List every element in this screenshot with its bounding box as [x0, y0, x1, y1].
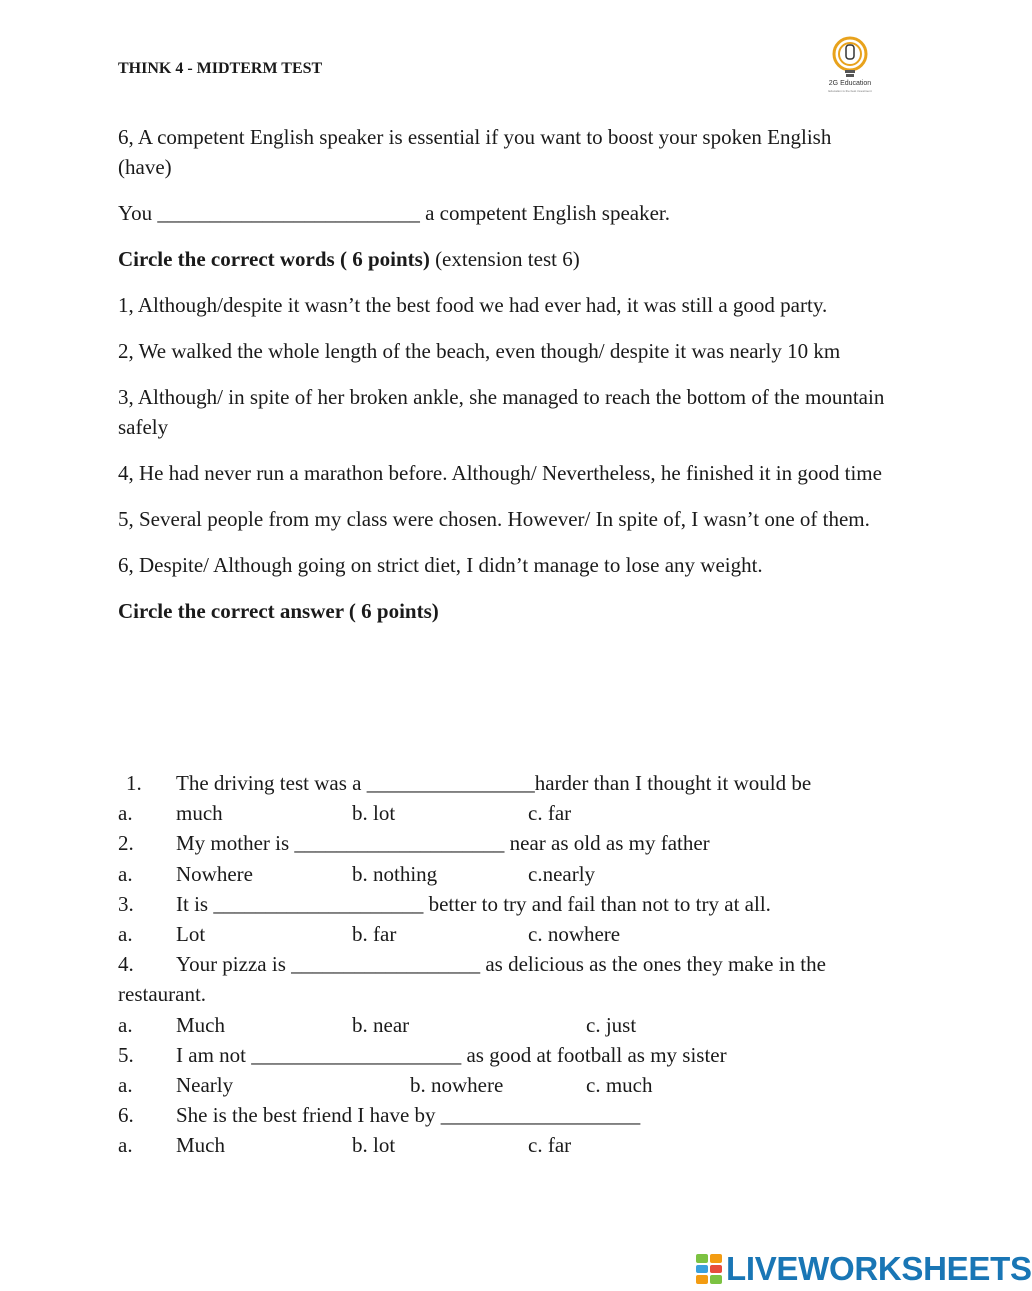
section-note: (extension test 6)	[429, 247, 580, 271]
option-letter: a.	[118, 921, 133, 946]
question-text: My mother is ____________________ near as old as my father	[176, 831, 710, 856]
question-row	[118, 889, 888, 919]
option-c[interactable]: c. far	[528, 801, 572, 826]
transform-answer-line: You _________________________ a competent English speaker.	[118, 201, 670, 225]
circle-word-item: 2, We walked the whole length of the beach, even though/ despite it was nearly 10 km	[118, 339, 841, 363]
option-a[interactable]: Nearly	[176, 1072, 234, 1097]
options-row	[118, 1010, 888, 1040]
options-row	[118, 919, 888, 949]
question-number: 2.	[118, 831, 134, 856]
question-text: She is the best friend I have by ___________________	[176, 1103, 641, 1128]
question-number: 4.	[118, 952, 134, 977]
question-row	[118, 768, 888, 798]
option-letter: a.	[118, 1133, 133, 1158]
option-b[interactable]: b. lot	[352, 1133, 396, 1158]
question-text: It is ____________________ better to try and fail than not to try at all.	[176, 891, 771, 916]
logo	[822, 36, 878, 98]
option-b[interactable]: b. near	[352, 1012, 410, 1037]
options-row	[118, 1070, 888, 1100]
options-row	[118, 859, 888, 889]
liveworksheets-wordmark: LIVEWORKSHEETS	[726, 1250, 1032, 1287]
question-text: Your pizza is __________________ as delicious as the ones they make in the restaurant.	[118, 952, 826, 1007]
question-row	[118, 949, 888, 1009]
liveworksheets-logo-icon	[696, 1254, 722, 1284]
question-number: 5.	[118, 1042, 134, 1067]
option-b[interactable]: b. nothing	[352, 861, 438, 886]
option-a[interactable]: much	[176, 801, 223, 826]
options-row	[118, 798, 888, 828]
circle-word-item: 6, Despite/ Although going on strict diet, I didn’t manage to lose any weight.	[118, 553, 763, 577]
option-c[interactable]: c. far	[528, 1133, 572, 1158]
circle-word-item: 1, Although/despite it wasn’t the best food we had ever had, it was still a good party.	[118, 293, 828, 317]
circle-word-item: 5, Several people from my class were chosen. However/ In spite of, I wasn’t one of them.	[118, 507, 870, 531]
question-row	[118, 1040, 888, 1070]
section-heading-words	[118, 244, 888, 274]
circle-word-item: 3, Although/ in spite of her broken ankle, she managed to reach the bottom of the mountain safely	[118, 385, 885, 439]
option-c[interactable]: c. nowhere	[528, 921, 621, 946]
logo-brand-text: 2G Education	[828, 80, 872, 87]
question-row	[118, 828, 888, 858]
question-number: 1.	[126, 771, 142, 795]
question-text: I am not ____________________ as good at football as my sister	[176, 1042, 727, 1067]
circle-word-item: 4, He had never run a marathon before. Although/ Nevertheless, he finished it in good time	[118, 461, 882, 485]
option-c[interactable]: c. just	[586, 1012, 637, 1037]
options-row	[118, 1130, 888, 1160]
option-a[interactable]: Nowhere	[176, 861, 253, 886]
liveworksheets-brand	[696, 1252, 1032, 1286]
section-title: Circle the correct words ( 6 points)	[118, 247, 430, 271]
option-b[interactable]: b. lot	[352, 801, 396, 826]
transform-prompt: 6, A competent English speaker is essential if you want to boost your spoken English (have)	[118, 125, 832, 179]
option-letter: a.	[118, 801, 133, 826]
option-c[interactable]: c. much	[586, 1072, 653, 1097]
option-b[interactable]: b. nowhere	[410, 1072, 504, 1097]
lightbulb-logo-icon	[822, 36, 878, 80]
worksheet-content	[118, 122, 888, 642]
option-letter: a.	[118, 1012, 133, 1037]
option-a[interactable]: Much	[176, 1133, 225, 1158]
option-a[interactable]: Much	[176, 1012, 225, 1037]
option-letter: a.	[118, 861, 133, 886]
question-text: The driving test was a ________________harder than I thought it would be	[176, 771, 812, 795]
option-a[interactable]: Lot	[176, 921, 206, 946]
section-heading-answers: Circle the correct answer ( 6 points)	[118, 599, 439, 623]
logo-tagline: Education is the best investment	[828, 89, 872, 93]
multiple-choice-list	[118, 768, 888, 1160]
document-title: THINK 4 - MIDTERM TEST	[118, 60, 323, 77]
option-b[interactable]: b. far	[352, 921, 397, 946]
option-letter: a.	[118, 1072, 133, 1097]
question-number: 6.	[118, 1103, 134, 1128]
question-row	[118, 1100, 888, 1130]
option-c[interactable]: c.nearly	[528, 861, 596, 886]
question-number: 3.	[118, 891, 134, 916]
